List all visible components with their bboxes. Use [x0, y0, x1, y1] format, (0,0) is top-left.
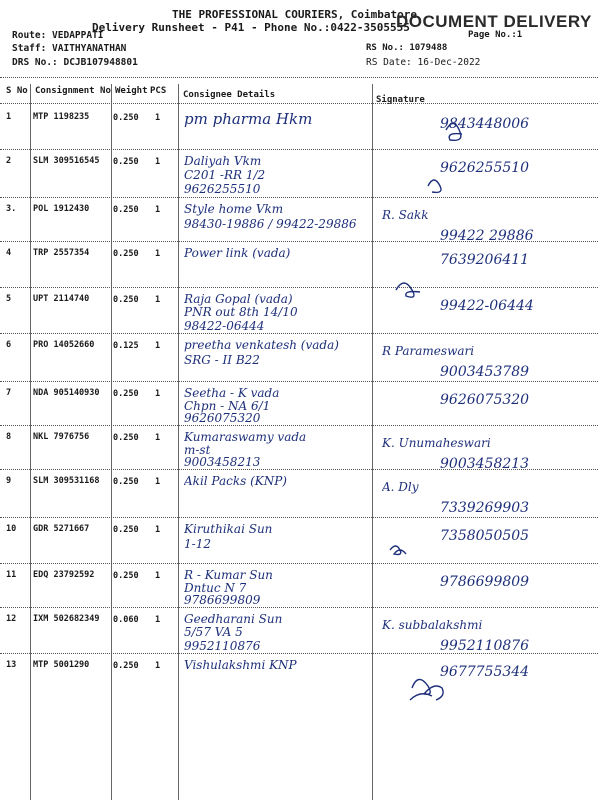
rs-number: RS No.: 1079488 — [366, 43, 448, 53]
consignee-detail: pm pharma Hkm — [184, 110, 313, 128]
row-weight: 0.125 — [113, 341, 139, 351]
consignee-detail: SRG - II B22 — [184, 353, 260, 367]
consignee-detail: m-st — [184, 442, 211, 457]
consignee-detail: Seetha - K vada — [184, 386, 280, 400]
row-consignment-no: MTP 1198235 — [33, 112, 90, 122]
row-weight: 0.250 — [113, 389, 139, 399]
signature-text: R. Sakk — [382, 208, 429, 222]
row-pcs: 1 — [155, 341, 161, 351]
col-consignee: Consignee Details — [183, 90, 276, 100]
row-pcs: 1 — [155, 295, 161, 305]
row-pcs: 1 — [155, 113, 161, 123]
row-weight: 0.250 — [113, 249, 139, 259]
company-name: THE PROFESSIONAL COURIERS, Coimbatore — [172, 8, 418, 21]
consignee-detail: 9952110876 — [184, 638, 261, 653]
col-consignment: Consignment No — [35, 86, 111, 96]
route-label: Route: VEDAPPATI — [12, 30, 104, 41]
consignee-detail: R - Kumar Sun — [184, 568, 273, 582]
row-sno: 9 — [6, 476, 12, 486]
consignee-detail: PNR out 8th 14/10 — [184, 305, 298, 320]
row-consignment-no: SLM 309516545 — [33, 156, 100, 166]
consignee-detail: Geedharani Sun — [184, 612, 283, 626]
signature-stroke — [390, 546, 406, 555]
signature-text: 9952110876 — [440, 638, 530, 654]
row-weight: 0.250 — [113, 295, 139, 305]
signature-stroke — [412, 679, 443, 700]
row-consignment-no: MTP 5001290 — [33, 660, 90, 670]
row-sno: 6 — [6, 340, 12, 350]
row-consignment-no: UPT 2114740 — [33, 294, 90, 304]
row-divider — [0, 469, 598, 470]
row-weight: 0.060 — [113, 615, 139, 625]
consignee-detail: Dntuc N 7 — [184, 580, 247, 595]
row-weight: 0.250 — [113, 113, 139, 123]
signature-text: K. subbalakshmi — [382, 618, 483, 632]
row-weight: 0.250 — [113, 571, 139, 581]
consignee-detail: 9786699809 — [184, 593, 261, 608]
column-rule — [178, 84, 179, 800]
divider — [0, 77, 598, 78]
runsheet-title: Delivery Runsheet - P41 - Phone No.:0422-3505555 — [92, 21, 410, 34]
row-sno: 5 — [6, 294, 12, 304]
row-divider — [0, 197, 598, 198]
signature-text: 7639206411 — [440, 252, 530, 268]
page-number: Page No.:1 — [468, 30, 523, 40]
row-divider — [0, 241, 598, 242]
row-consignment-no: POL 1912430 — [33, 204, 90, 214]
row-sno: 2 — [6, 156, 12, 166]
row-sno: 4 — [6, 248, 12, 258]
row-pcs: 1 — [155, 477, 161, 487]
staff-label: Staff: VAITHYANATHAN — [12, 43, 127, 54]
consignee-detail: C201 -RR 1/2 — [184, 168, 266, 182]
row-consignment-no: EDQ 23792592 — [33, 570, 95, 580]
consignee-detail: Style home Vkm — [184, 202, 284, 216]
consignee-detail: preetha venkatesh (vada) — [184, 338, 339, 352]
row-weight: 0.250 — [113, 433, 139, 443]
row-sno: 11 — [6, 570, 17, 580]
row-pcs: 1 — [155, 661, 161, 671]
document-delivery-stamp: DOCUMENT DELIVERY — [396, 12, 592, 31]
signature-text: 7358050505 — [440, 528, 530, 544]
row-weight: 0.250 — [113, 205, 139, 215]
consignee-detail: Akil Packs (KNP) — [184, 474, 287, 488]
consignee-detail: Power link (vada) — [184, 246, 291, 260]
signature-stroke — [410, 694, 432, 700]
consignee-detail: 98430-19886 / 99422-29886 — [184, 217, 357, 231]
row-sno: 8 — [6, 432, 12, 442]
row-pcs: 1 — [155, 571, 161, 581]
row-consignment-no: IXM 502682349 — [33, 614, 100, 624]
col-sno: S No — [6, 86, 28, 96]
row-weight: 0.250 — [113, 661, 139, 671]
signature-stroke — [428, 180, 441, 192]
row-consignment-no: GDR 5271667 — [33, 524, 90, 534]
row-divider — [0, 149, 598, 150]
row-pcs: 1 — [155, 615, 161, 625]
consignee-detail: 9626255510 — [184, 182, 261, 196]
consignee-detail: 9626075320 — [184, 411, 261, 426]
signature-text: A. Dly — [382, 480, 419, 494]
consignee-detail: 5/57 VA 5 — [184, 625, 243, 640]
row-consignment-no: NKL 7976756 — [33, 432, 90, 442]
row-sno: 10 — [6, 524, 17, 534]
row-weight: 0.250 — [113, 525, 139, 535]
row-sno: 12 — [6, 614, 17, 624]
col-signature: Signature — [376, 95, 425, 105]
signature-text: 9786699809 — [440, 574, 530, 590]
row-pcs: 1 — [155, 433, 161, 443]
row-divider — [0, 425, 598, 426]
consignee-detail: 1-12 — [184, 537, 211, 551]
consignee-detail: Daliyah Vkm — [184, 154, 262, 168]
column-rule — [372, 84, 373, 800]
row-divider — [0, 563, 598, 564]
drs-number: DRS No.: DCJB107948801 — [12, 57, 138, 68]
row-consignment-no: NDA 905140930 — [33, 388, 100, 398]
divider — [0, 103, 598, 104]
row-divider — [0, 653, 598, 654]
row-consignment-no: TRP 2557354 — [33, 248, 90, 258]
signature-text: 9843448006 — [440, 116, 530, 132]
signature-text: 9003458213 — [440, 456, 530, 472]
row-divider — [0, 517, 598, 518]
signature-text: 9677755344 — [440, 664, 530, 680]
consignee-detail: Kumaraswamy vada — [184, 430, 307, 444]
consignee-detail: Kiruthikai Sun — [184, 522, 273, 536]
row-sno: 13 — [6, 660, 17, 670]
signature-text: R Parameswari — [382, 344, 475, 358]
row-divider — [0, 333, 598, 334]
signature-text: K. Unumaheswari — [382, 436, 491, 450]
signature-text: 9003453789 — [440, 364, 530, 380]
row-weight: 0.250 — [113, 157, 139, 167]
row-weight: 0.250 — [113, 477, 139, 487]
row-divider — [0, 607, 598, 608]
row-sno: 1 — [6, 112, 12, 122]
col-weight: Weight — [115, 86, 148, 96]
row-sno: 7 — [6, 388, 12, 398]
consignee-detail: Raja Gopal (vada) — [184, 292, 293, 306]
row-consignment-no: PRO 14052660 — [33, 340, 95, 350]
consignee-detail: Chpn - NA 6/1 — [184, 398, 271, 413]
row-pcs: 1 — [155, 205, 161, 215]
row-pcs: 1 — [155, 249, 161, 259]
row-consignment-no: SLM 309531168 — [33, 476, 100, 486]
consignee-detail: Vishulakshmi KNP — [184, 658, 297, 672]
row-divider — [0, 381, 598, 382]
column-rule — [111, 84, 112, 800]
row-pcs: 1 — [155, 157, 161, 167]
rs-date: RS Date: 16-Dec-2022 — [366, 57, 481, 68]
consignee-detail: 9003458213 — [184, 455, 261, 470]
col-pcs: PCS — [150, 86, 167, 96]
signature-text: 7339269903 — [440, 500, 530, 516]
column-rule — [30, 84, 31, 800]
signature-text: 99422 29886 — [440, 228, 534, 244]
row-pcs: 1 — [155, 389, 161, 399]
row-divider — [0, 287, 598, 288]
consignee-detail: 98422-06444 — [184, 318, 265, 333]
signature-text: 9626075320 — [440, 392, 530, 408]
row-pcs: 1 — [155, 525, 161, 535]
signature-text: 99422-06444 — [440, 298, 534, 314]
row-sno: 3. — [6, 204, 17, 214]
signature-stroke — [396, 283, 420, 297]
signature-text: 9626255510 — [440, 160, 530, 176]
